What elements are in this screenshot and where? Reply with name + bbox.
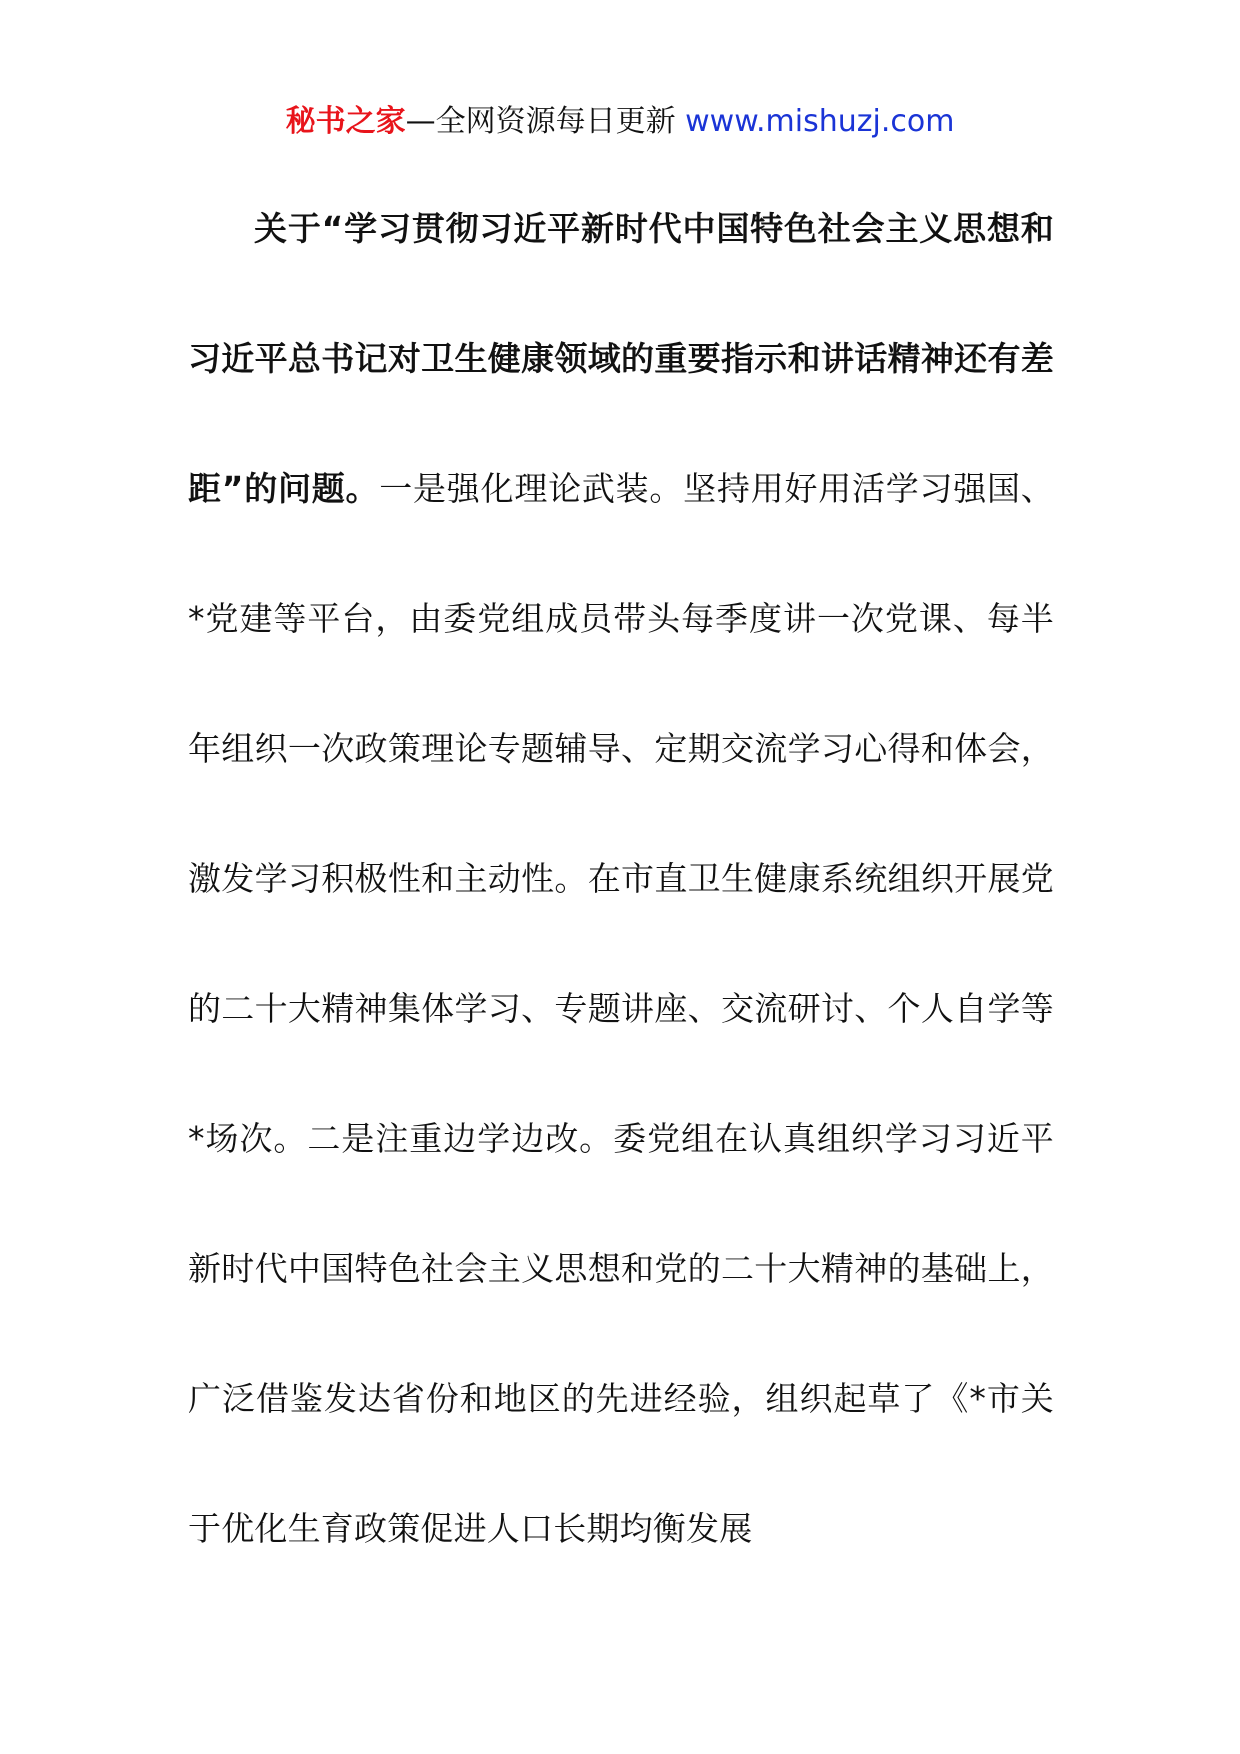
website-url[interactable]: www.mishuzj.com	[685, 104, 955, 139]
document-paragraph	[188, 164, 1054, 1594]
paragraph-body: 一是强化理论武装。坚持用好用活学习强国、*党建等平台，由委党组成员带头每季度讲一次党课、每半年组织一次政策理论专题辅导、定期交流学习心得和体会，激发学习积极性和主动性。在市直卫生健康系统组织开展党的二十大精神集体学习、专题讲座、交流研讨、个人自学等*场次。二是注重边学边改。委党组在认真组织学习习近平新时代中国特色社会主义思想和党的二十大精神的基础上，广泛借鉴发达省份和地区的先进经验，组织起草了《*市关于优化生育政策促进人口长期均衡发展	[188, 469, 1055, 1548]
page-header	[0, 100, 1240, 144]
header-tagline: —全网资源每日更新	[405, 104, 686, 139]
issue-heading: 关于“学习贯彻习近平新时代中国特色社会主义思想和习近平总书记对卫生健康领域的重要指示和讲话精神还有差距”的问题。	[188, 209, 1054, 508]
brand-name: 秘书之家	[285, 104, 406, 139]
